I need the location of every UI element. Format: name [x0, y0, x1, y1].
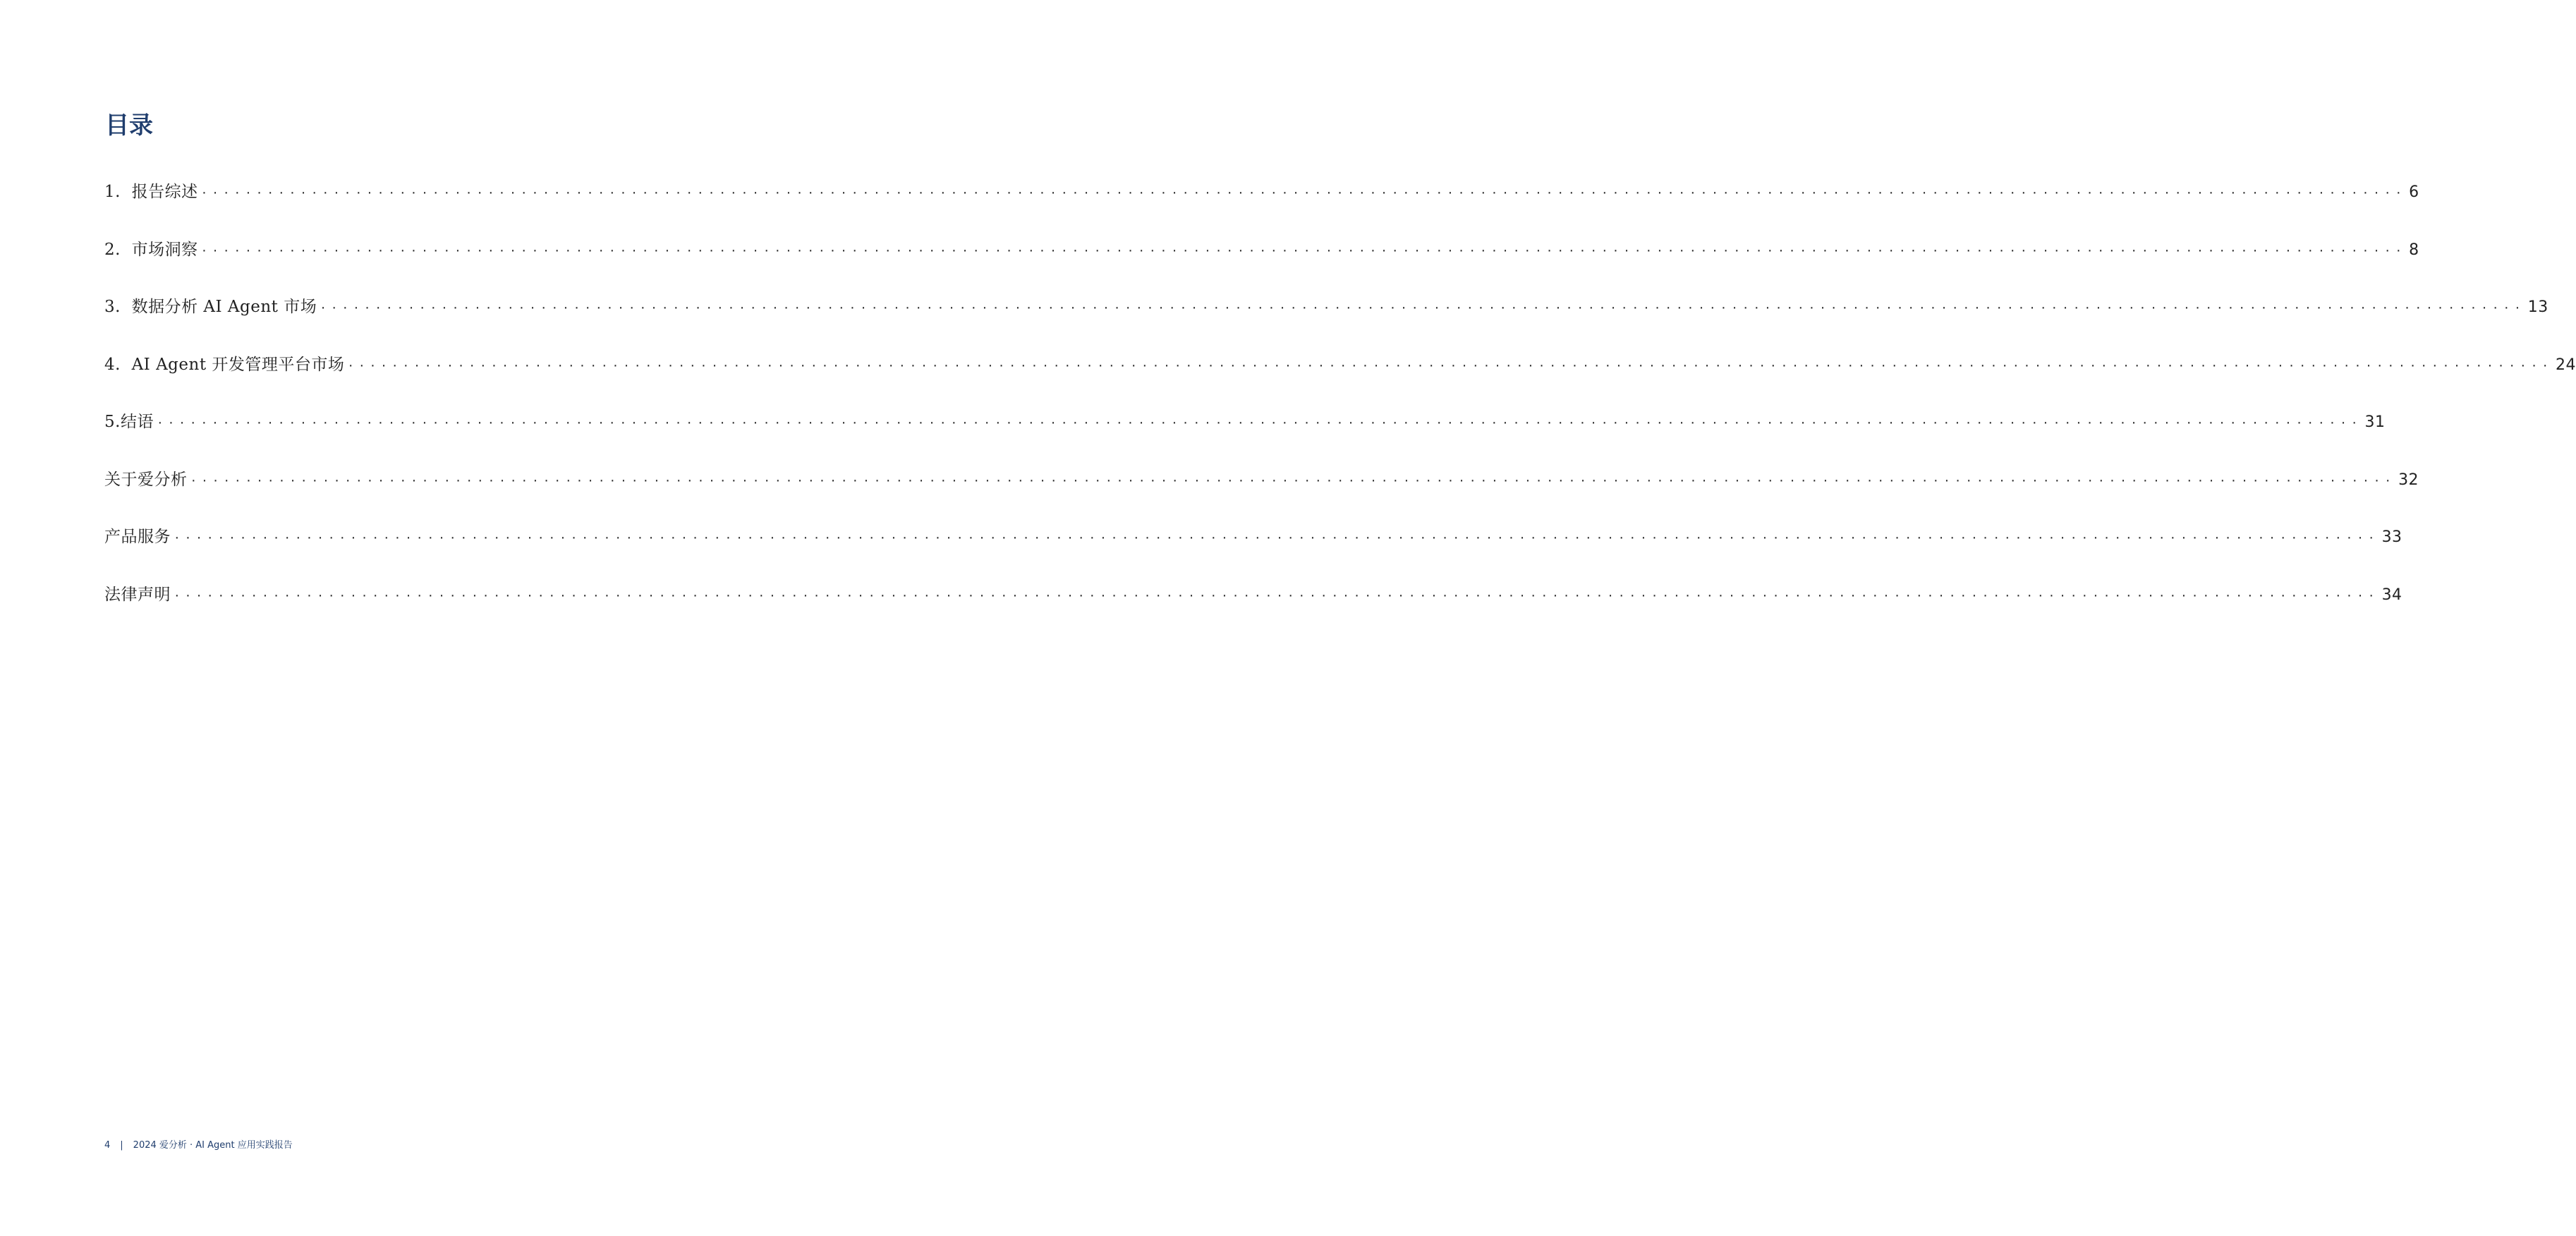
footer-doc-title: 2024 爱分析 · AI Agent 应用实践报告 — [133, 1140, 293, 1151]
toc-list — [104, 178, 2576, 638]
toc-entry-page: 34 — [2381, 586, 2402, 604]
toc-entry-label: 产品服务 — [104, 528, 171, 546]
toc-entry-page: 8 — [2409, 241, 2419, 259]
toc-entry-label: 法律声明 — [104, 585, 171, 604]
toc-dot-leader: ········································································································································································································ — [156, 416, 2362, 430]
toc-dot-leader: ········································································································································································································ — [200, 186, 2407, 200]
toc-entry-label: 关于爱分析 — [104, 470, 188, 489]
footer-separator: | — [120, 1140, 123, 1151]
toc-entry-page: 31 — [2364, 413, 2386, 431]
page-footer — [104, 1139, 293, 1153]
toc-entry[interactable] — [104, 581, 2402, 638]
toc-entry-page: 32 — [2398, 471, 2419, 489]
toc-entry-label: 3. 数据分析 AI Agent 市场 — [104, 298, 317, 316]
footer-page-number: 4 — [104, 1140, 111, 1151]
toc-dot-leader: ········································································································································································································ — [200, 243, 2407, 258]
toc-dot-leader: ········································································································································································································ — [174, 531, 2379, 545]
toc-entry-label: 5.结语 — [104, 413, 154, 431]
toc-entry-page: 33 — [2381, 528, 2402, 546]
toc-entry[interactable] — [104, 466, 2419, 523]
toc-dot-leader: ········································································································································································································ — [174, 588, 2379, 602]
toc-entry-label: 2. 市场洞察 — [104, 240, 198, 259]
toc-dot-leader: ········································································································································································································ — [347, 358, 2553, 372]
toc-entry-label: 1. 报告综述 — [104, 183, 198, 201]
toc-title: 目录 — [105, 111, 153, 140]
toc-entry-label: 4. AI Agent 开发管理平台市场 — [104, 355, 345, 374]
toc-entry[interactable] — [104, 293, 2548, 351]
toc-dot-leader: ········································································································································································································ — [190, 473, 2396, 487]
toc-entry[interactable] — [104, 236, 2419, 293]
toc-entry-page: 6 — [2409, 183, 2419, 201]
toc-dot-leader: ········································································································································································································ — [320, 301, 2525, 315]
toc-entry[interactable] — [104, 408, 2386, 466]
toc-entry[interactable] — [104, 351, 2576, 408]
toc-entry[interactable] — [104, 523, 2402, 581]
toc-entry-page: 24 — [2555, 356, 2576, 374]
toc-entry[interactable] — [104, 178, 2419, 236]
toc-entry-page: 13 — [2527, 298, 2548, 316]
